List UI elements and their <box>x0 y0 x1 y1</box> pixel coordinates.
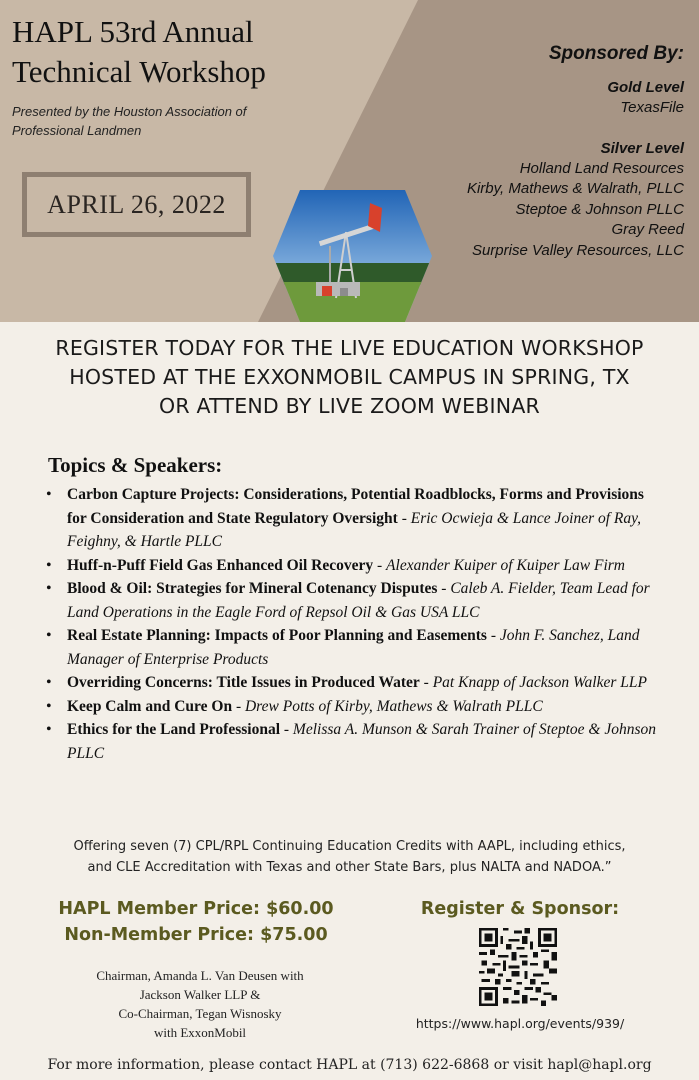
topic-speaker: Alexander Kuiper of Kuiper Law Firm <box>386 556 625 574</box>
topic-title: Overriding Concerns: Title Issues in Produced Water <box>67 674 420 691</box>
credits-offering <box>20 836 679 878</box>
event-title-line1: HAPL 53rd Annual <box>12 14 254 49</box>
topic-title: Huff-n-Puff Field Gas Enhanced Oil Recovery <box>67 556 374 574</box>
silver-sponsor: Kirby, Mathews & Walrath, PLLC <box>466 180 684 197</box>
event-title-line2: Technical Workshop <box>12 54 266 89</box>
sponsors-heading: Sponsored By: <box>548 43 684 64</box>
topic-item: • Ethics for the Land Professional - Melissa A. Munson & Sarah Trainer of Steptoe & Johnson PLLC <box>44 718 664 765</box>
silver-level-label: Silver Level <box>600 139 684 157</box>
chair-info <box>70 966 330 1042</box>
topic-title: Blood & Oil: Strategies for Mineral Cotenancy Disputes <box>67 580 438 597</box>
topic-speaker: Drew Potts of Kirby, Mathews & Walrath PLLC <box>244 697 543 715</box>
topic-title: Carbon Capture Projects: Considerations, Potential Roadblocks, Forms and Provisions for Consideration and State Regulatory Oversight <box>67 486 644 527</box>
topic-speaker: John F. Sanchez, Land Manager of Enterprise Products <box>67 627 640 668</box>
topic-item: • Real Estate Planning: Impacts of Poor Planning and Easements - John F. Sanchez, Land Manager of Enterprise Products <box>44 624 664 671</box>
member-price: HAPL Member Price: $60.00 <box>58 899 334 919</box>
silver-sponsor: Surprise Valley Resources, LLC <box>471 241 684 259</box>
sponsors-panel <box>384 42 684 261</box>
pricing <box>40 896 352 948</box>
silver-sponsor: Gray Reed <box>611 221 684 238</box>
chair-line1: Chairman, Amanda L. Van Deusen with <box>96 968 304 983</box>
gold-sponsor: TexasFile <box>620 99 684 116</box>
topic-title: Real Estate Planning: Impacts of Poor Planning and Easements <box>67 627 487 644</box>
topics-list <box>44 483 664 765</box>
chair-line2: Jackson Walker LLP & <box>139 987 261 1002</box>
topics-heading: Topics & Speakers: <box>48 453 223 477</box>
topic-title: Ethics for the Land Professional <box>67 721 280 738</box>
chair-line4: with ExxonMobil <box>153 1025 247 1040</box>
non-member-price: Non-Member Price: $75.00 <box>64 925 328 945</box>
topic-item: • Overriding Concerns: Title Issues in Produced Water - Pat Knapp of Jackson Walker LLP <box>44 671 664 695</box>
topic-item: • Carbon Capture Projects: Considerations, Potential Roadblocks, Forms and Provisions for Consideration and State Regulatory Oversight - Eric Ocwieja & Lance Joiner of Ray, Feighny, & Hartle PLLC <box>44 483 664 554</box>
topic-item: • Blood & Oil: Strategies for Mineral Cotenancy Disputes - Caleb A. Fielder, Team Lead for Land Operations in the Eagle Ford of Repsol Oil & Gas USA LLC <box>44 577 664 624</box>
event-date: APRIL 26, 2022 <box>47 189 226 219</box>
qr-code-icon[interactable] <box>479 928 557 1006</box>
offering-line2: and CLE Accreditation with Texas and other State Bars, plus NALTA and NADOA.” <box>87 860 612 875</box>
register-line1: REGISTER TODAY FOR THE LIVE EDUCATION WORKSHOP <box>55 336 644 360</box>
offering-line1: Offering seven (7) CPL/RPL Continuing Education Credits with AAPL, including ethics, <box>73 839 626 854</box>
register-sponsor-heading: Register & Sponsor: <box>420 899 620 919</box>
topic-title: Keep Calm and Cure On <box>67 697 233 715</box>
event-date-box <box>22 172 251 237</box>
topic-speaker: Melissa A. Munson & Sarah Trainer of Steptoe & Johnson PLLC <box>67 721 657 762</box>
event-url-link[interactable]: https://www.hapl.org/events/939/ <box>415 1016 625 1031</box>
chair-line3: Co-Chairman, Tegan Wisnosky <box>118 1006 282 1021</box>
topic-speaker: Caleb A. Fielder, Team Lead for Land Operations in the Eagle Ford of Repsol Oil & Gas USA LLC <box>67 580 650 621</box>
gold-level-label: Gold Level <box>607 79 684 96</box>
silver-sponsor: Holland Land Resources <box>519 159 684 177</box>
register-line3: OR ATTEND BY LIVE ZOOM WEBINAR <box>159 394 540 418</box>
topic-item: • Huff-n-Puff Field Gas Enhanced Oil Recovery - Alexander Kuiper of Kuiper Law Firm <box>44 554 664 578</box>
silver-sponsor: Steptoe & Johnson PLLC <box>515 200 684 218</box>
header-banner <box>0 0 699 322</box>
presented-by: Presented by the Houston Association of Professional Landmen <box>12 104 247 138</box>
register-line2: HOSTED AT THE EXXONMOBIL CAMPUS IN SPRING, TX <box>69 365 630 389</box>
register-banner <box>0 334 699 421</box>
topic-speaker: Pat Knapp of Jackson Walker LLP <box>432 674 647 691</box>
topic-speaker: Eric Ocwieja & Lance Joiner of Ray, Feighny, & Hartle PLLC <box>67 509 642 550</box>
contact-footer: For more information, please contact HAPL at (713) 622-6868 or visit hapl@hapl.org <box>47 1057 652 1073</box>
event-title <box>12 12 266 92</box>
topic-item: • Keep Calm and Cure On - Drew Potts of Kirby, Mathews & Walrath PLLC <box>44 695 664 719</box>
